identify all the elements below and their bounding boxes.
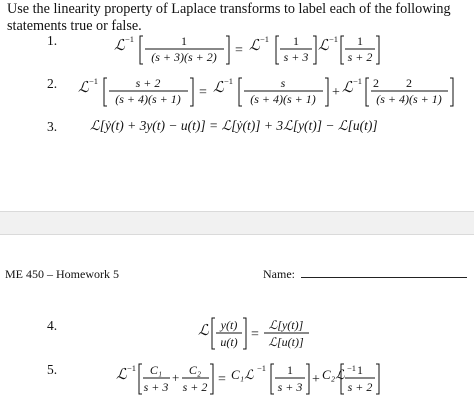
- fraction-numerator: s: [280, 76, 286, 90]
- laplace-symbol: ℒ: [342, 80, 353, 96]
- fraction-denominator: s + 3: [143, 380, 169, 394]
- problem-3-number: 3.: [47, 119, 58, 134]
- inverse-superscript: −1: [125, 34, 135, 44]
- plus-sign: +: [172, 370, 180, 385]
- problem-5-last-fraction: [340, 358, 390, 398]
- inverse-superscript: −1: [347, 363, 357, 373]
- laplace-symbol: ℒ: [114, 38, 125, 54]
- problem-2-number: 2.: [47, 76, 58, 91]
- inverse-superscript: −1: [257, 363, 267, 373]
- fraction-numerator: 1: [287, 363, 293, 377]
- course-title: ME 450 – Homework 5: [5, 267, 119, 281]
- fraction-denominator: ℒ[u(t)]: [268, 335, 304, 349]
- name-label: Name:: [263, 267, 295, 281]
- laplace-linearity-equation: ℒ[ẏ(t) + 3y(t) − u(t)] = ℒ[ẏ(t)] + 3ℒ[y(t)] − ℒ[u(t)]: [90, 118, 378, 133]
- equals-sign: =: [235, 43, 243, 58]
- fraction-numerator: 1: [293, 34, 299, 48]
- fraction-numerator: 2: [373, 76, 379, 90]
- laplace-symbol: ℒ: [198, 323, 209, 339]
- equals-sign: =: [199, 85, 207, 100]
- problem-3-equation: [88, 114, 393, 138]
- fraction-denominator: (s + 4)(s + 1): [376, 92, 442, 106]
- equals-sign: =: [218, 372, 226, 387]
- equals-sign: =: [251, 327, 259, 342]
- fraction-numerator: C₂: [188, 363, 202, 377]
- fraction-numerator: y(t): [220, 318, 238, 332]
- problem-5-number: 5.: [47, 362, 58, 377]
- inverse-superscript: −1: [89, 76, 99, 86]
- inverse-superscript: −1: [353, 76, 363, 86]
- plus-sign: +: [312, 372, 320, 387]
- problem-2-overlay: [76, 72, 474, 110]
- fraction-denominator: s + 3: [283, 50, 309, 64]
- coefficient-laplace: C₁ℒ: [231, 367, 254, 382]
- fraction-denominator: s + 2: [182, 380, 208, 394]
- inverse-superscript: −1: [260, 34, 270, 44]
- instructions: Use the linearity property of Laplace transforms to label each of the following statements true or false.: [7, 1, 451, 34]
- laplace-symbol: ℒ: [318, 38, 329, 54]
- fraction-denominator: u(t): [220, 335, 238, 349]
- inverse-superscript: −1: [224, 76, 234, 86]
- problem-4-equation: [196, 313, 316, 353]
- fraction-denominator: s + 3: [277, 380, 303, 394]
- coefficient-laplace: C₂ℒ: [322, 367, 345, 382]
- inverse-superscript: −1: [329, 34, 339, 44]
- inverse-superscript: −1: [127, 363, 137, 373]
- fraction-denominator: (s + 4)(s + 1): [250, 92, 316, 106]
- fraction-denominator: (s + 4)(s + 1): [115, 92, 181, 106]
- page-separator: [0, 211, 474, 235]
- fraction-numerator: 1: [357, 363, 363, 377]
- fraction-numerator: 1: [357, 34, 363, 48]
- fraction-denominator: (s + 3)(s + 2): [151, 50, 217, 64]
- laplace-symbol: ℒ: [213, 80, 224, 96]
- fraction-denominator: s + 2: [347, 380, 373, 394]
- fraction-numerator: 2: [406, 76, 412, 90]
- fraction-numerator: ℒ[y(t)]: [268, 318, 304, 332]
- laplace-symbol: ℒ: [116, 367, 127, 383]
- fraction-denominator: s + 2: [347, 50, 373, 64]
- fraction-numerator: 1: [181, 34, 187, 48]
- problem-1-number: 1.: [47, 33, 58, 48]
- problem-1-equation: [112, 30, 372, 68]
- fraction-numerator: s + 2: [135, 76, 161, 90]
- name-underline: [301, 277, 467, 278]
- laplace-symbol: ℒ: [249, 38, 260, 54]
- plus-sign: +: [332, 85, 340, 100]
- laplace-symbol: ℒ: [78, 80, 89, 96]
- problem-4-number: 4.: [47, 318, 58, 333]
- fraction-numerator: C₁: [149, 363, 163, 377]
